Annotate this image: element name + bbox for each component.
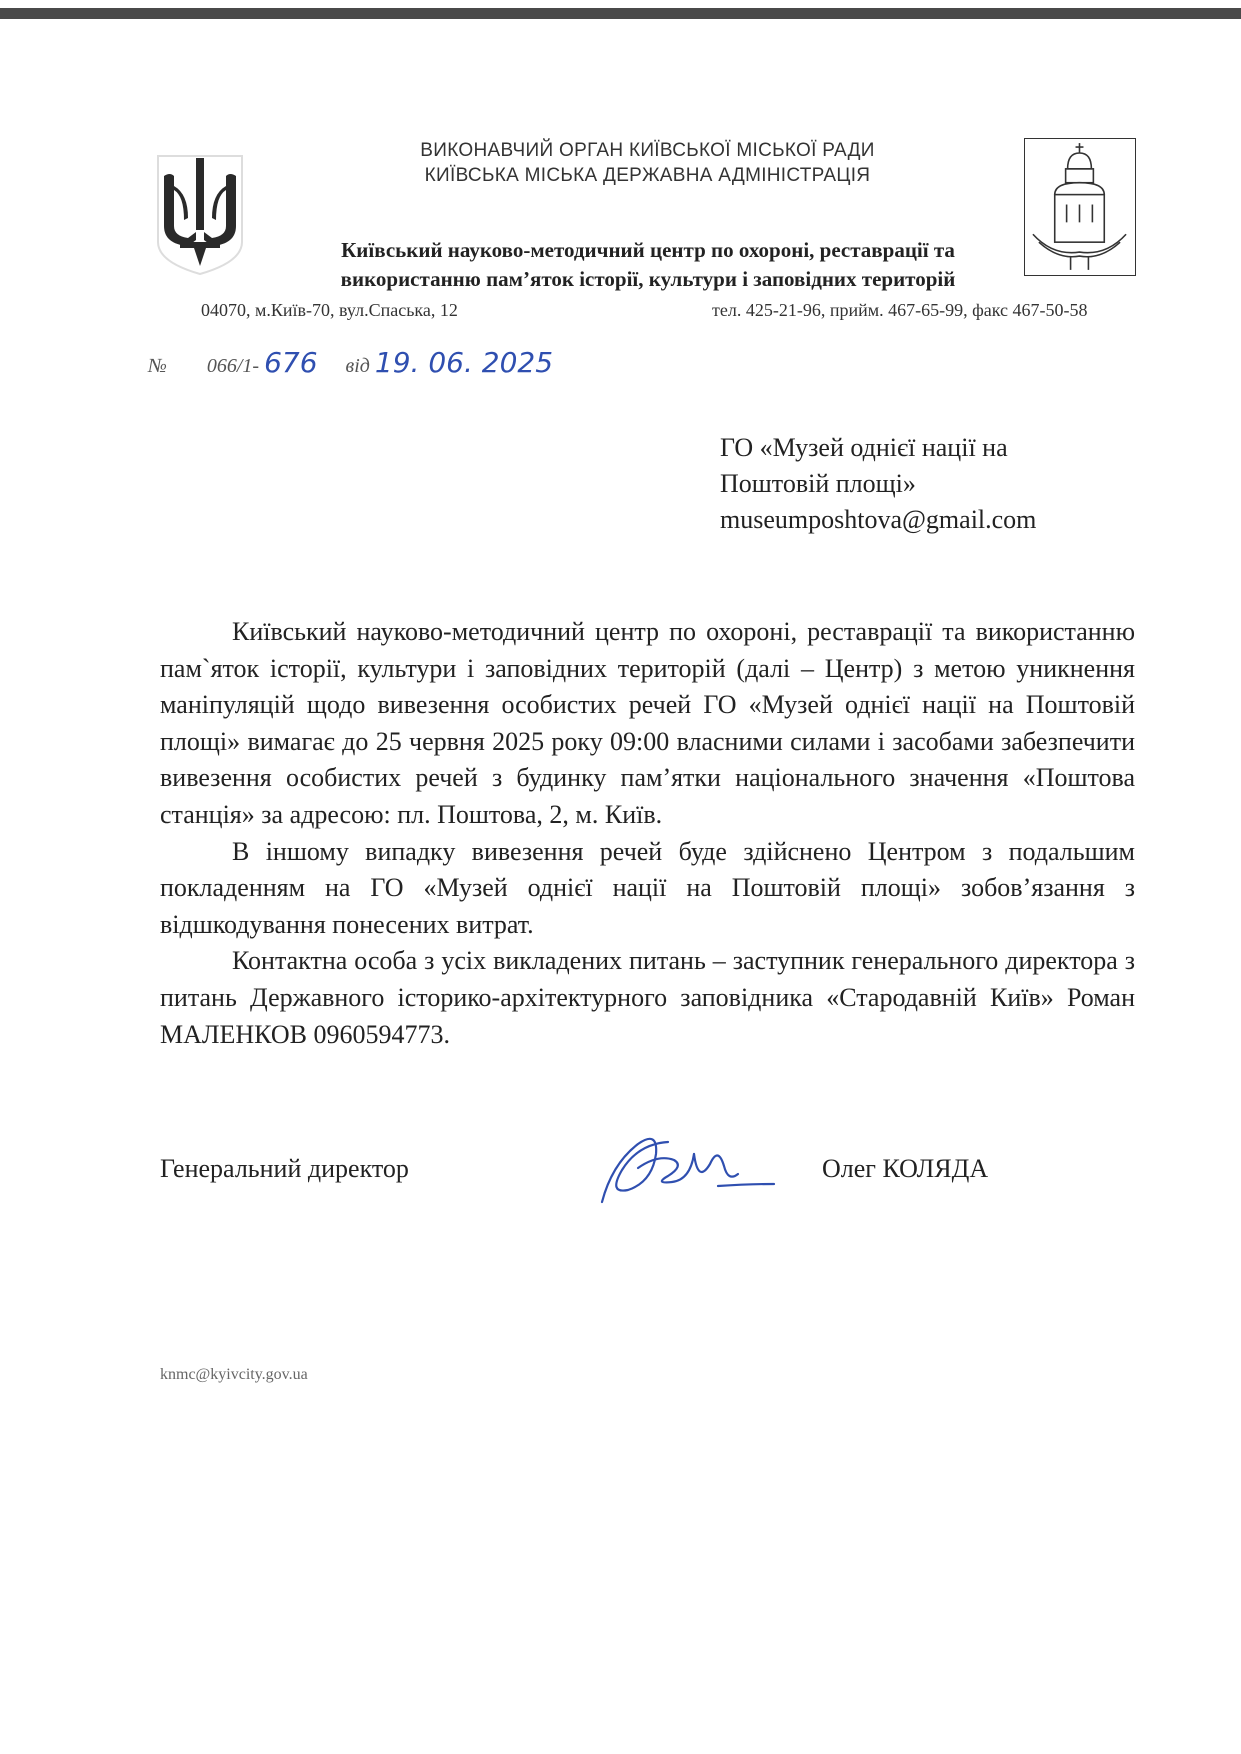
- organization-line-2: використанню пам’яток історії, культури і заповідних територій: [340, 267, 956, 291]
- letter-body: [160, 614, 1135, 1053]
- recipient-line-1: ГО «Музей однієї нації на: [720, 433, 1008, 462]
- registration-line: [148, 346, 553, 379]
- number-prefix: 066/1-: [206, 355, 260, 377]
- signatory-name: Олег КОЛЯДА: [822, 1154, 989, 1183]
- trident-emblem-icon: [150, 150, 250, 278]
- church-logo-box: [1024, 138, 1136, 276]
- org-phones: тел. 425-21-96, прийм. 467-65-99, факс 467-50-58: [712, 300, 1088, 320]
- handwritten-signature: [598, 1124, 778, 1210]
- number-label: №: [148, 355, 167, 377]
- footer-email: knmc@kyivcity.gov.ua: [160, 1366, 308, 1383]
- church-logo-icon: [1025, 139, 1134, 274]
- recipient-block: [720, 430, 1036, 538]
- authority-line-2: КИЇВСЬКА МІСЬКА ДЕРЖАВНА АДМІНІСТРАЦІЯ: [424, 165, 871, 186]
- body-paragraph-3: Контактна особа з усіх викладених питань – заступник генерального директора з питань Державного історико-архітектурного заповідника «Стародавній Київ» Роман МАЛЕНКОВ 0960594773.: [160, 946, 1135, 1049]
- recipient-email: museumposhtova@gmail.com: [720, 505, 1037, 534]
- org-address: 04070, м.Київ-70, вул.Спаська, 12: [201, 300, 458, 320]
- signatory-title: Генеральний директор: [160, 1154, 409, 1183]
- handwritten-date: 19. 06. 2025: [374, 346, 554, 379]
- body-paragraph-1: Київський науково-методичний центр по охороні, реставрації та використанню пам`яток історії, культури і заповідних територій (далі – Центр) з метою уникнення маніпуляцій щодо вивезення особистих речей ГО «Музей однієї нації на Поштовій площі» вимагає до 25 червня 2025 року 09:00 власними силами і засобами забезпечити вивезення особистих речей з будинку пам’ятки національного значення «Поштова станція» за адресою: пл. Поштова, 2, м. Київ.: [160, 617, 1135, 829]
- body-paragraph-2: В іншому випадку вивезення речей буде здійснено Центром з подальшим покладенням на ГО «Музей однієї нації на Поштовій площі» зобов’язання з відшкодування понесених витрат.: [160, 836, 1135, 939]
- authority-line-1: ВИКОНАВЧИЙ ОРГАН КИЇВСЬКОЇ МІСЬКОЇ РАДИ: [420, 140, 875, 161]
- handwritten-number: 676: [264, 346, 318, 379]
- date-label: від: [345, 355, 370, 377]
- scan-top-border: [0, 8, 1241, 19]
- authority-header: [280, 138, 1015, 188]
- organization-line-1: Київський науково-методичний центр по охороні, реставрації та: [341, 238, 955, 262]
- recipient-line-2: Поштовій площі»: [720, 469, 916, 498]
- organization-name: [278, 236, 1018, 294]
